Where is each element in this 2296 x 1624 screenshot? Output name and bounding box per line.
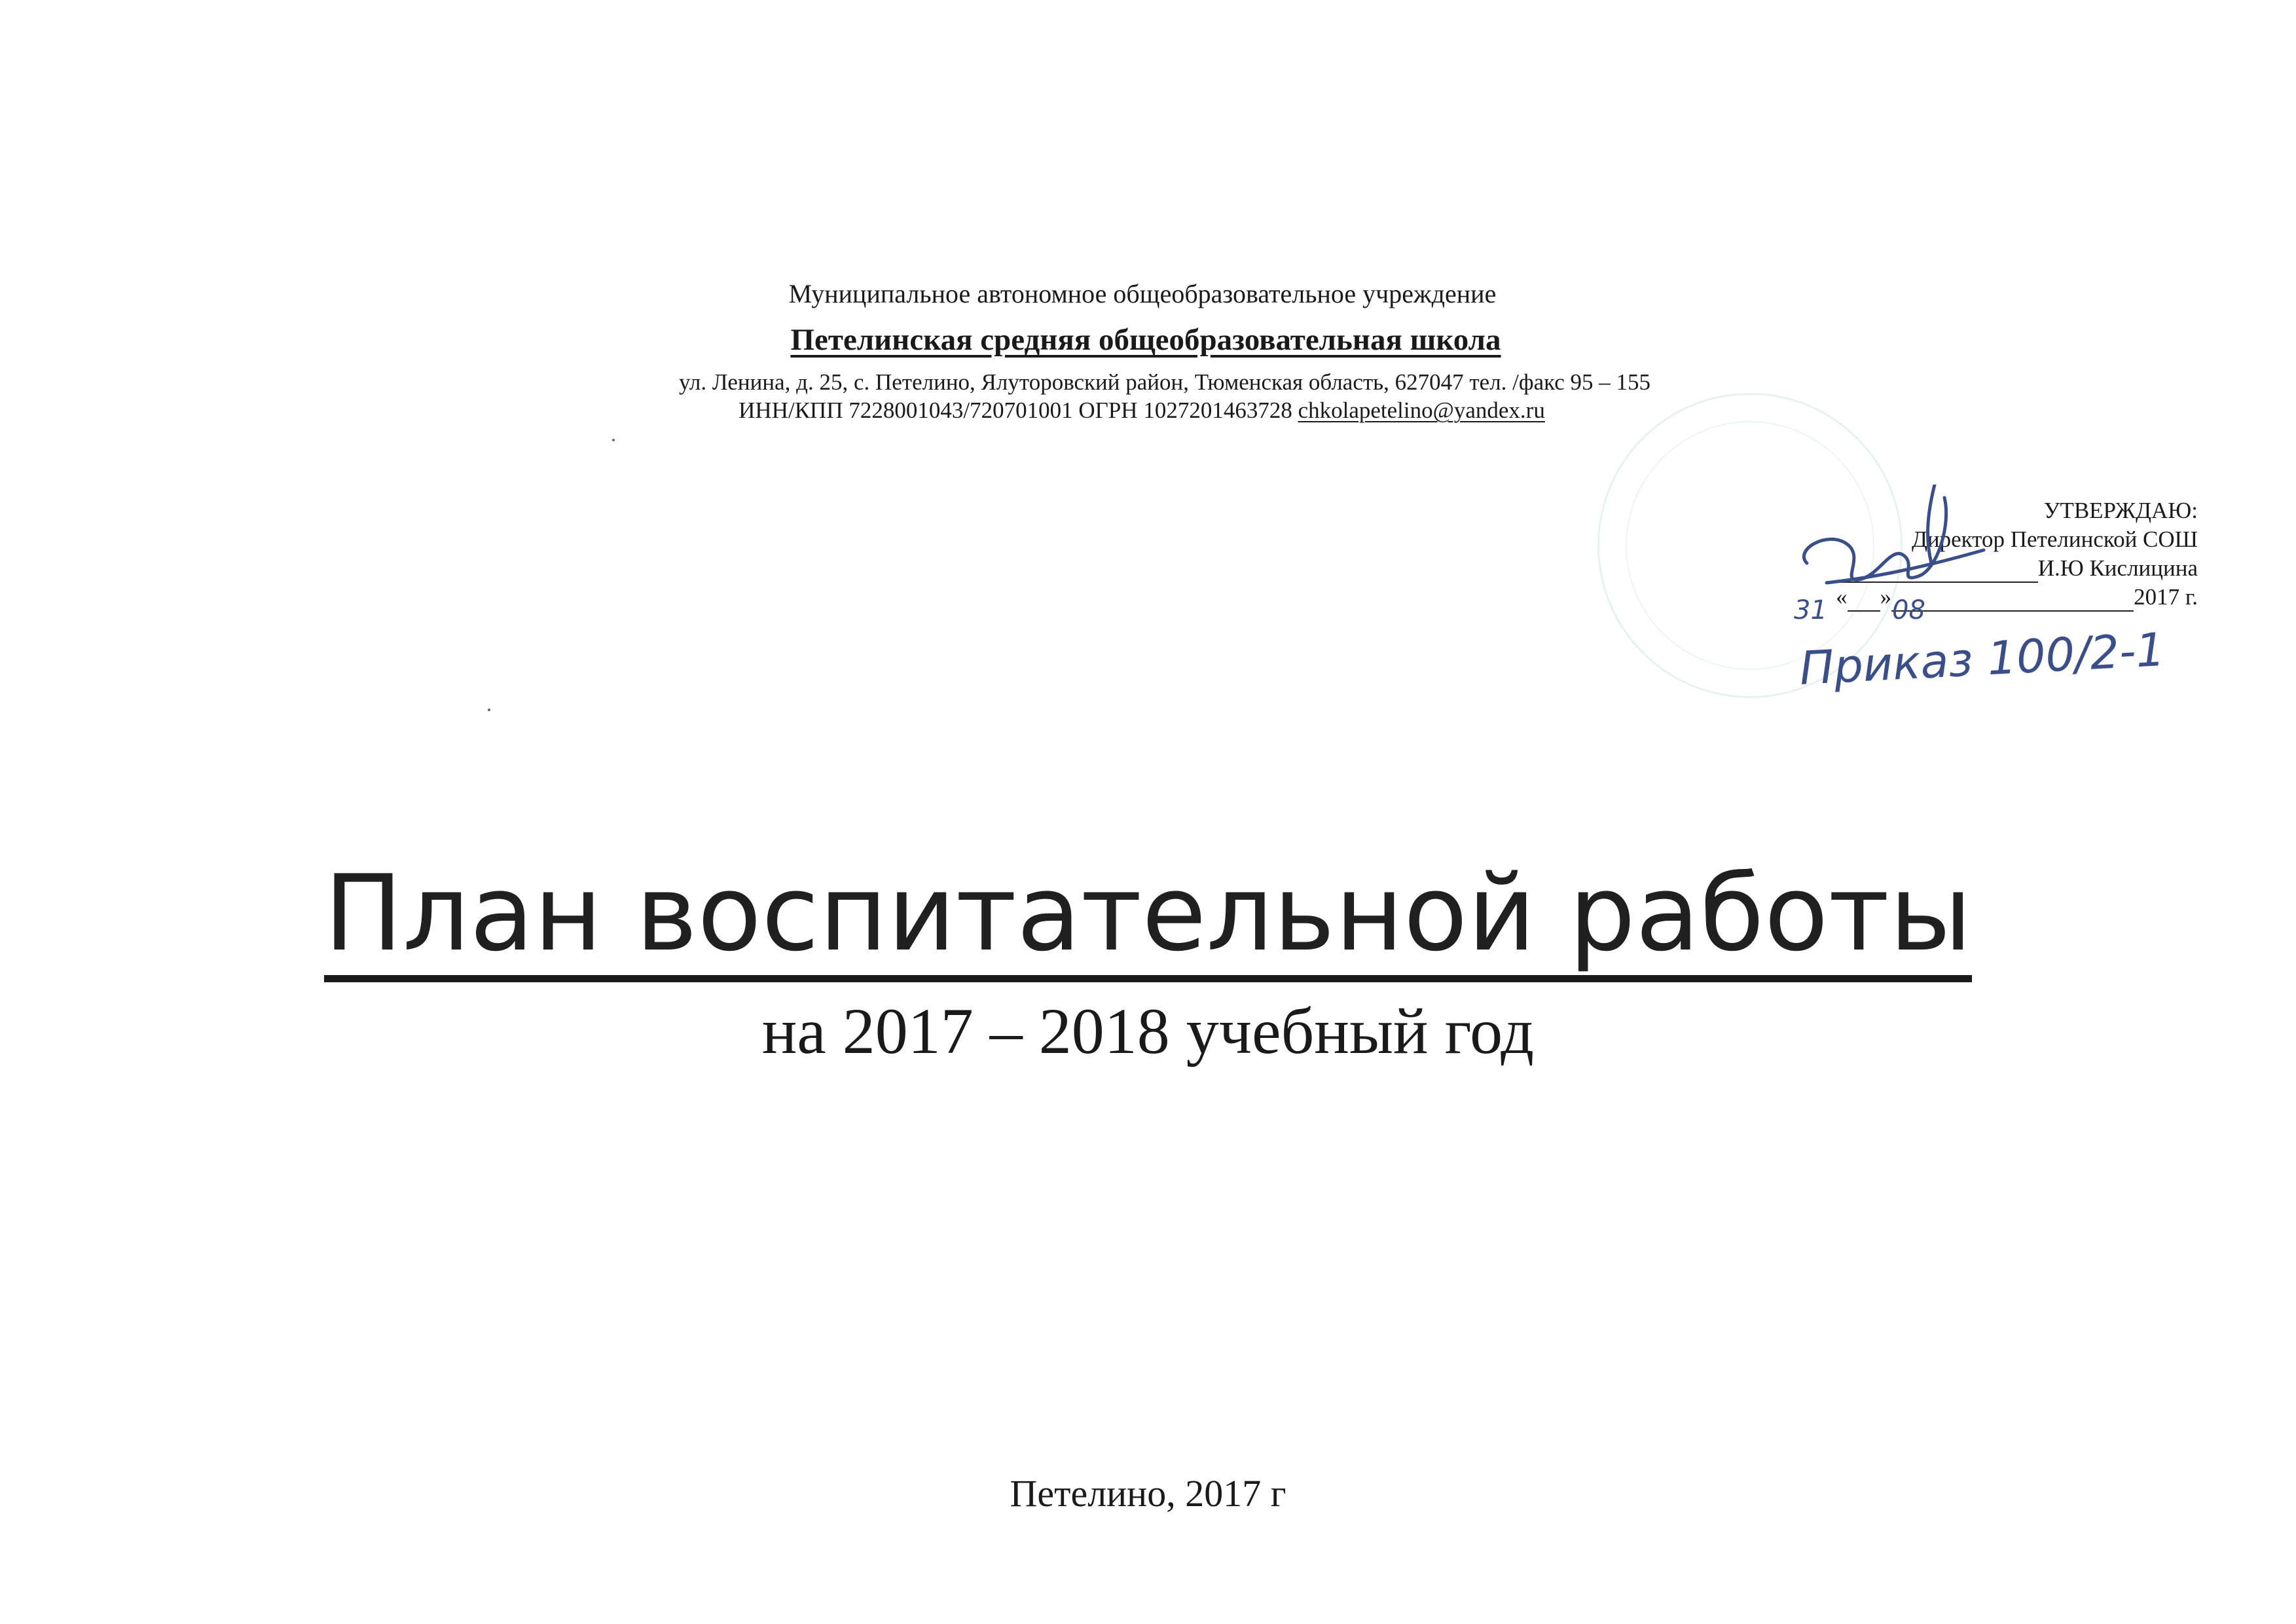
school-name: Петелинская средняя общеобразовательная школа xyxy=(790,323,1501,357)
signature-line xyxy=(1740,554,2198,583)
document-title: План воспитательной работы xyxy=(324,855,1972,982)
organization-type: Муниципальное автономное общеобразовательное учреждение xyxy=(788,279,1497,308)
day-blank xyxy=(1848,587,1880,612)
signature-blank xyxy=(1829,558,2038,583)
inn-ogrn-text: ИНН/КПП 7228001043/720701001 ОГРН 1027201463728 xyxy=(738,397,1292,423)
place-and-year: Петелино, 2017 г xyxy=(1010,1472,1286,1515)
email-link[interactable]: chkolapetelino@yandex.ru xyxy=(1298,397,1545,423)
handwritten-day: 31 xyxy=(1794,595,1827,625)
quote-open: « xyxy=(1836,584,1848,610)
director-name: И.Ю Кислицина xyxy=(2037,555,2198,581)
approval-heading: УТВЕРЖДАЮ: xyxy=(2043,498,2198,523)
scan-speck xyxy=(612,439,615,441)
handwritten-order: Приказ 100/2-1 xyxy=(1798,622,2166,695)
school-requisites xyxy=(0,397,2284,424)
document-subtitle: на 2017 – 2018 учебный год xyxy=(761,995,1535,1067)
month-blank xyxy=(1891,587,2134,612)
approval-block xyxy=(1740,496,2198,612)
director-position: Директор Петелинской СОШ xyxy=(1911,526,2198,552)
scan-speck xyxy=(488,709,490,711)
title-block xyxy=(0,852,2296,982)
handwritten-month: 08 xyxy=(1892,595,1925,625)
school-address: ул. Ленина, д. 25, с. Петелино, Ялуторовский район, Тюменская область, 627047 тел. /факс 95 – 155 xyxy=(678,369,1651,395)
approval-date-line xyxy=(1740,583,2198,612)
quote-close: » xyxy=(1880,584,1892,610)
approval-year: 2017 г. xyxy=(2134,584,2198,610)
